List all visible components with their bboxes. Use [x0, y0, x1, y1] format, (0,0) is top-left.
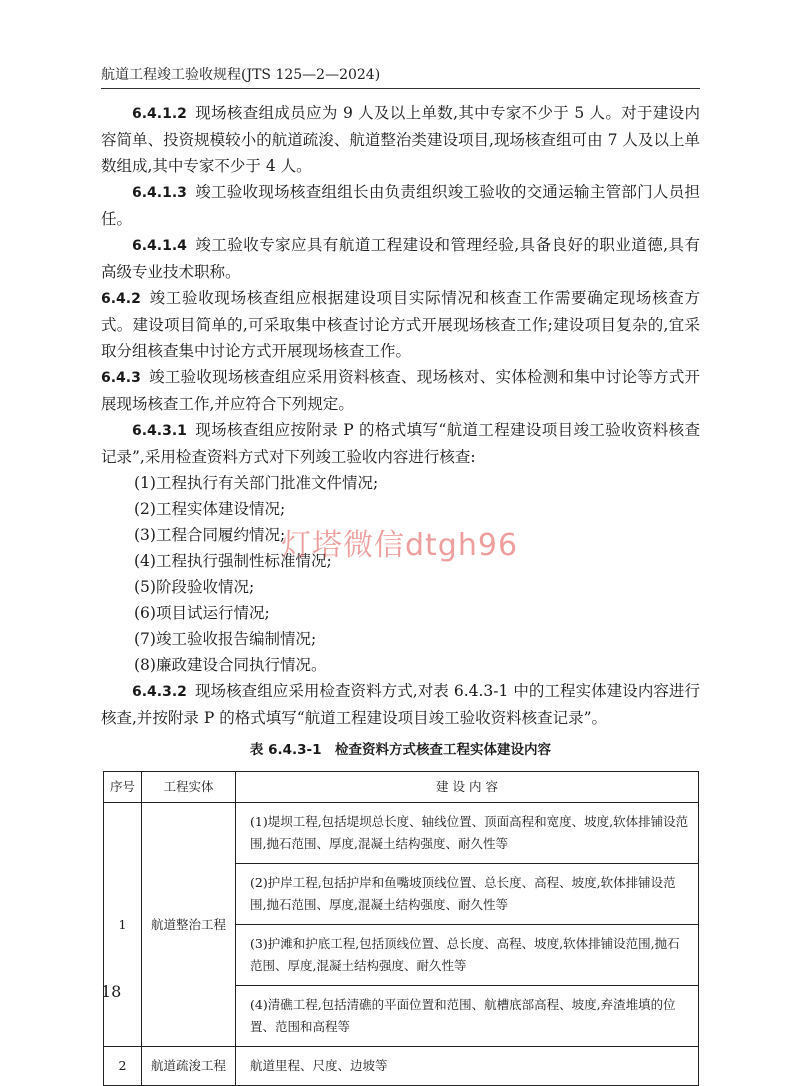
- row-entity: 航道疏浚工程: [142, 1047, 236, 1086]
- clause-text: 现场核查组成员应为 9 人及以上单数,其中专家不少于 5 人。对于建设内容简单、投资规模较小的航道疏浚、航道整治类建设项目,现场核查组可由 7 人及以上单数组成,其中专家不少于 4 人。: [101, 104, 700, 175]
- list-item: (5)阶段验收情况;: [134, 578, 255, 596]
- row-content: (1)堤坝工程,包括堤坝总长度、轴线位置、顶面高程和宽度、坡度,软体排铺设范围,抛石范围、厚度,混凝土结构强度、耐久性等: [236, 803, 699, 864]
- row-number: 1: [104, 803, 142, 1047]
- clause-6-4-2: [101, 285, 700, 364]
- running-header: 航道工程竣工验收规程(JTS 125—2—2024): [101, 67, 381, 83]
- column-header-number: 序号: [104, 772, 142, 803]
- table-row: [104, 803, 699, 864]
- clause-text: 竣工验收现场核查组应采用资料核查、现场核对、实体检测和集中讨论等方式开展现场核查工作,并应符合下列规定。: [101, 368, 700, 413]
- list-item: (4)工程执行强制性标准情况;: [134, 552, 332, 570]
- table-row: [104, 1047, 699, 1086]
- column-header-content: 建 设 内 容: [236, 772, 699, 803]
- clause-6-4-3-2: [101, 678, 700, 731]
- header-divider: [101, 88, 700, 89]
- table-header-row: [104, 772, 699, 803]
- clause-number: 6.4.3.2: [132, 684, 187, 700]
- inspection-content-table: [103, 771, 699, 1086]
- row-content: (2)护岸工程,包括护岸和鱼嘴坡顶线位置、总长度、高程、坡度,软体排铺设范围,抛石范围、厚度,混凝土结构强度、耐久性等: [236, 864, 699, 925]
- row-entity: 航道整治工程: [142, 803, 236, 1047]
- list-item: (6)项目试运行情况;: [134, 604, 270, 622]
- list-item: (7)竣工验收报告编制情况;: [134, 630, 317, 648]
- document-body: [101, 100, 700, 1086]
- watermark: 灯塔微信dtgh96: [281, 528, 519, 563]
- clause-6-4-1-2: [101, 100, 700, 179]
- clause-6-4-1-4: [101, 232, 700, 285]
- list-item: (3)工程合同履约情况;: [134, 526, 286, 544]
- row-content: 航道里程、尺度、边坡等: [236, 1047, 699, 1086]
- clause-number: 6.4.1.4: [132, 238, 187, 254]
- row-number: 2: [104, 1047, 142, 1086]
- clause-text: 现场核查组应按附录 P 的格式填写“航道工程建设项目竣工验收资料核查记录”,采用检查资料方式对下列竣工验收内容进行核查:: [101, 421, 700, 466]
- column-header-entity: 工程实体: [142, 772, 236, 803]
- clause-text: 竣工验收现场核查组组长由负责组织竣工验收的交通运输主管部门人员担任。: [101, 183, 700, 228]
- table-caption: 表 6.4.3-1 检查资料方式核查工程实体建设内容: [249, 742, 552, 758]
- clause-6-4-3-1: [101, 417, 700, 470]
- clause-6-4-1-3: [101, 179, 700, 232]
- list-item: (8)廉政建设合同执行情况。: [134, 656, 327, 674]
- list-item: (1)工程执行有关部门批准文件情况;: [134, 474, 379, 492]
- row-content: (3)护滩和护底工程,包括顶线位置、总长度、高程、坡度,软体排铺设范围,抛石范围、厚度,混凝土结构强度、耐久性等: [236, 925, 699, 986]
- row-content: (4)清礁工程,包括清礁的平面位置和范围、航槽底部高程、坡度,弃渣堆填的位置、范围和高程等: [236, 986, 699, 1047]
- clause-6-4-3: [101, 364, 700, 417]
- clause-text: 竣工验收现场核查组应根据建设项目实际情况和核查工作需要确定现场核查方式。建设项目简单的,可采取集中核查讨论方式开展现场核查工作;建设项目复杂的,宜采取分组核查集中讨论方式开展现场核查工作。: [101, 289, 700, 360]
- clause-number: 6.4.3: [101, 370, 141, 386]
- clause-text: 现场核查组应采用检查资料方式,对表 6.4.3-1 中的工程实体建设内容进行核查,并按附录 P 的格式填写“航道工程建设项目竣工验收资料核查记录”。: [101, 682, 700, 727]
- list-item: (2)工程实体建设情况;: [134, 500, 286, 518]
- clause-text: 竣工验收专家应具有航道工程建设和管理经验,具备良好的职业道德,具有高级专业技术职称。: [101, 236, 700, 281]
- clause-number: 6.4.1.3: [132, 185, 187, 201]
- clause-number: 6.4.3.1: [132, 423, 187, 439]
- clause-number: 6.4.2: [101, 291, 141, 307]
- clause-number: 6.4.1.2: [132, 106, 187, 122]
- page-number: 18: [101, 982, 122, 1001]
